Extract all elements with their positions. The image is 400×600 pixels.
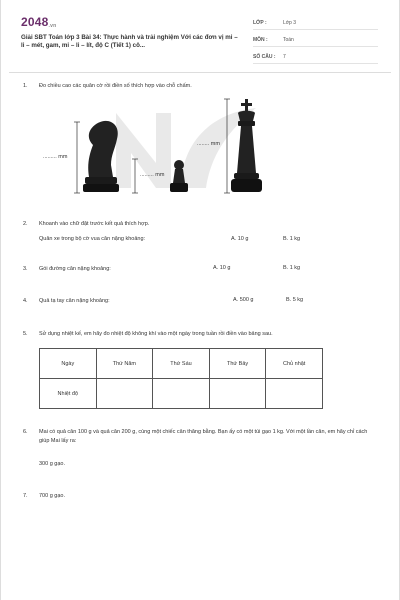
knight-piece-icon — [83, 121, 119, 192]
question-1 — [23, 82, 383, 91]
option-b[interactable]: B. 1 kg — [283, 265, 301, 271]
table-input-cell[interactable] — [96, 379, 153, 409]
option-a[interactable]: A. 10 g — [213, 265, 231, 271]
meta-value: 7 — [283, 54, 286, 60]
table-header-cell: Thứ Bảy — [209, 349, 266, 379]
logo-text: 2048 — [21, 15, 49, 29]
question-5 — [23, 330, 383, 339]
question-number: 7. — [23, 493, 28, 499]
question-text: Mai có quả cân 100 g và quả cân 200 g, cùng một chiếc cân thăng bằng. Bạn ấy có một túi gạo 1 kg. Với một lần cân, em hãy chỉ cách giúp Mai lấy ra: — [39, 429, 368, 444]
meta-key: SỐ CÂU : — [253, 54, 276, 60]
header-divider — [9, 72, 391, 73]
question-text: 700 g gạo. — [39, 493, 65, 499]
chess-figure — [1, 95, 400, 200]
meta-key: MÔN : — [253, 37, 268, 43]
table-header-cell: Thứ Năm — [96, 349, 153, 379]
meta-row-class — [253, 17, 378, 30]
table-header-cell: Ngày — [40, 349, 97, 379]
knight-height-blank[interactable]: ......... mm — [43, 154, 68, 160]
option-b[interactable]: B. 5 kg — [286, 297, 304, 303]
question-2-subtext: Quân xe trong bộ cờ vua cân nặng khoảng: — [39, 236, 146, 242]
site-logo[interactable] — [21, 15, 56, 29]
question-3 — [23, 265, 223, 274]
question-number: 4. — [23, 298, 28, 304]
meta-key: LỚP : — [253, 20, 267, 26]
question-4 — [23, 297, 223, 306]
question-number: 6. — [23, 429, 28, 435]
pawn-piece-icon — [170, 160, 188, 192]
question-text: Gói đường cân nặng khoảng: — [39, 266, 111, 272]
question-number: 2. — [23, 221, 28, 227]
table-input-cell[interactable] — [209, 379, 266, 409]
worksheet-title: Giải SBT Toán lớp 3 Bài 34: Thực hành và trải nghiệm Với các đơn vị mi – li – mét, gam, mi – li – lít, độ C (Tiết 1) cô... — [21, 34, 238, 49]
option-a[interactable]: A. 10 g — [231, 236, 249, 242]
question-text: Quả tạ tay cân nặng khoảng: — [39, 298, 110, 304]
meta-info — [253, 17, 378, 68]
king-piece-icon — [231, 99, 262, 192]
question-number: 1. — [23, 83, 28, 89]
table-header-row — [40, 349, 323, 379]
table-row-label: Nhiệt độ — [40, 379, 97, 409]
meta-value: Toán — [283, 37, 294, 43]
question-6-subtext: 300 g gạo. — [39, 461, 65, 467]
meta-row-subject — [253, 34, 378, 47]
king-height-blank[interactable]: ........ mm — [197, 141, 220, 147]
table-input-cell[interactable] — [153, 379, 210, 409]
option-b[interactable]: B. 1 kg — [283, 236, 301, 242]
temperature-table — [39, 348, 323, 409]
question-number: 5. — [23, 331, 28, 337]
logo-suffix: .vn — [48, 23, 57, 29]
table-row — [40, 379, 323, 409]
question-number: 3. — [23, 266, 28, 272]
question-6 — [23, 428, 379, 446]
question-text: Sử dụng nhiệt kế, em hãy đo nhiệt độ không khí vào một ngày trong tuần rồi điền vào bảng sau. — [39, 331, 273, 337]
meta-row-count — [253, 51, 378, 64]
pawn-height-blank[interactable]: ......... mm — [140, 172, 165, 178]
question-text: Khoanh vào chữ đặt trước kết quả thích hợp. — [39, 221, 150, 227]
table-header-cell: Thứ Sáu — [153, 349, 210, 379]
question-text: Đo chiều cao các quân cờ rồi điền số thích hợp vào chỗ chấm. — [39, 83, 192, 89]
meta-value: Lớp 3 — [283, 20, 297, 26]
table-input-cell[interactable] — [266, 379, 323, 409]
table-header-cell: Chủ nhật — [266, 349, 323, 379]
option-a[interactable]: A. 500 g — [233, 297, 254, 303]
question-2 — [23, 220, 383, 229]
question-7 — [23, 492, 223, 501]
